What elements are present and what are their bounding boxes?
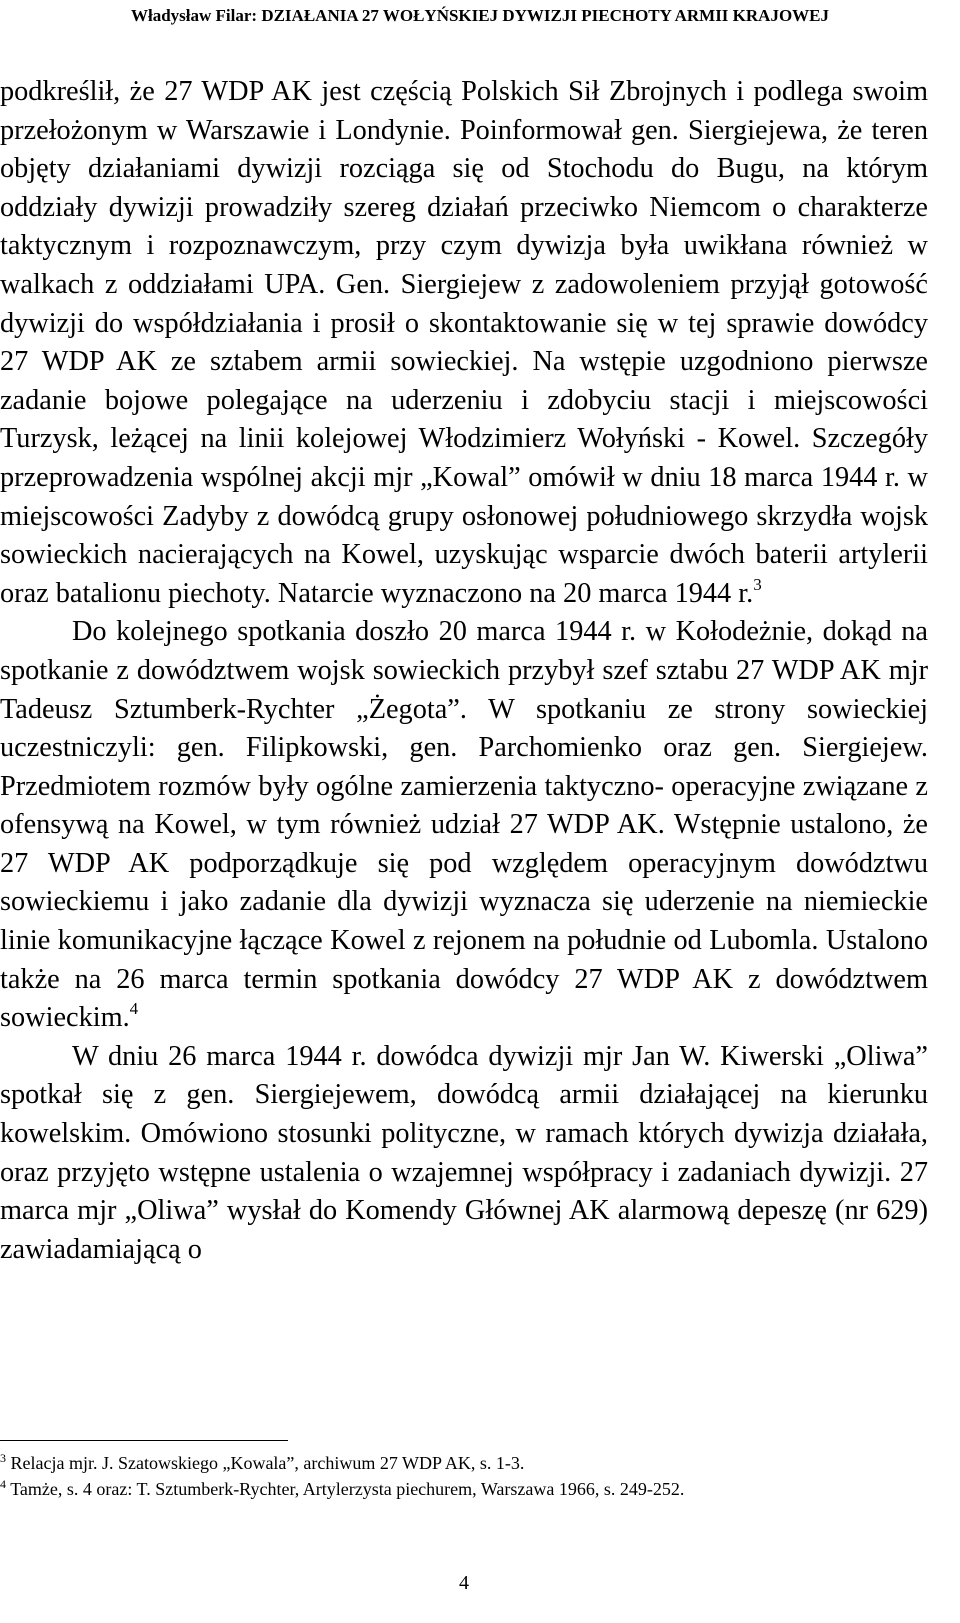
paragraph-text: Do kolejnego spotkania doszło 20 marca 1944 r. w Kołodeżnie, dokąd na spotkanie z dowództwem wojsk sowieckich przybył szef sztabu 27 WDP AK mjr Tadeusz Sztumberk-Rychter „Żegota”. W spotkaniu ze strony sowieckiej uczestniczyli: gen. Filipkowski, gen. Parchomienko oraz gen. Siergiejew. Przedmiotem rozmów były ogólne zamierzenia taktyczno- operacyjne związane z ofensywą na Kowel, w tym również udział 27 WDP AK. Wstępnie ustalono, że 27 WDP AK podporządkuje się pod względem operacyjnym dowództwu sowieckiemu i jako zadanie dla dywizji wyznacza się uderzenie na niemieckie linie komunikacyjne łączące Kowel z rejonem na południe od Lubomla. Ustalono także na 26 marca termin spotkania dowódcy 27 WDP AK z dowództwem sowieckim. — [0, 616, 928, 1034]
page-number: 4 — [459, 1572, 469, 1594]
footnote-reference: 4 — [129, 999, 139, 1019]
footnote-text: Tamże, s. 4 oraz: T. Sztumberk-Rychter, Artylerzysta piechurem, Warszawa 1966, s. 249-252. — [10, 1479, 685, 1499]
footnote-text: Relacja mjr. J. Szatowskiego „Kowala”, archiwum 27 WDP AK, s. 1-3. — [10, 1453, 525, 1473]
paragraph-text: W dniu 26 marca 1944 r. dowódca dywizji mjr Jan W. Kiwerski „Oliwa” spotkał się z gen. Siergiejewem, dowódcą armii działającej na kierunku kowelskim. Omówiono stosunki polityczne, w ramach których dywizja działała, oraz przyjęto wstępne ustalenia o wzajemnej współpracy i zadaniach dywizji. 27 marca mjr „Oliwa” wysłał do Komendy Głównej AK alarmową depeszę (nr 629) zawiadamiającą o — [0, 1040, 928, 1265]
paragraph — [0, 73, 928, 613]
footnote — [0, 1450, 928, 1476]
footnote — [0, 1476, 928, 1502]
paragraph-text: podkreślił, że 27 WDP AK jest częścią Polskich Sił Zbrojnych i podlega swoim przełożonym w Warszawie i Londynie. Poinformował gen. Siergiejewa, że teren objęty działaniami dywizji rozciąga się od Stochodu do Bugu, na którym oddziały dywizji prowadziły szereg działań przeciwko Niemcom o charakterze taktycznym i rozpoznawczym, przy czym dywizja była uwikłana również w walkach z oddziałami UPA. Gen. Siergiejew z zadowoleniem przyjął gotowość dywizji do współdziałania i prosił o skontaktowanie się w tej sprawie dowódcy 27 WDP AK ze sztabem armii sowieckiej. Na wstępie uzgodniono pierwsze zadanie bojowe polegające na uderzeniu i zdobyciu stacji i miejscowości Turzysk, leżącej na linii kolejowej Włodzimierz Wołyński - Kowel. Szczegóły przeprowadzenia wspólnej akcji mjr „Kowal” omówił w dniu 18 marca 1944 r. w miejscowości Zadyby z dowódcą grupy osłonowej południowego skrzydła wojsk sowieckich nacierających na Kowel, uzyskując wsparcie dwóch baterii artylerii oraz batalionu piechoty. Natarcie wyznaczono na 20 marca 1944 r. — [0, 76, 928, 609]
footnote-separator — [0, 1440, 288, 1441]
footnote-reference: 3 — [753, 574, 762, 594]
running-header: Władysław Filar: DZIAŁANIA 27 WOŁYŃSKIEJ DYWIZJI PIECHOTY ARMII KRAJOWEJ — [130, 6, 830, 25]
body-text — [0, 73, 928, 1269]
paragraph — [0, 1038, 928, 1270]
paragraph — [0, 613, 928, 1038]
footnote-number: 3 — [0, 1451, 6, 1465]
footnotes — [0, 1450, 928, 1502]
footnote-number: 4 — [0, 1477, 6, 1491]
